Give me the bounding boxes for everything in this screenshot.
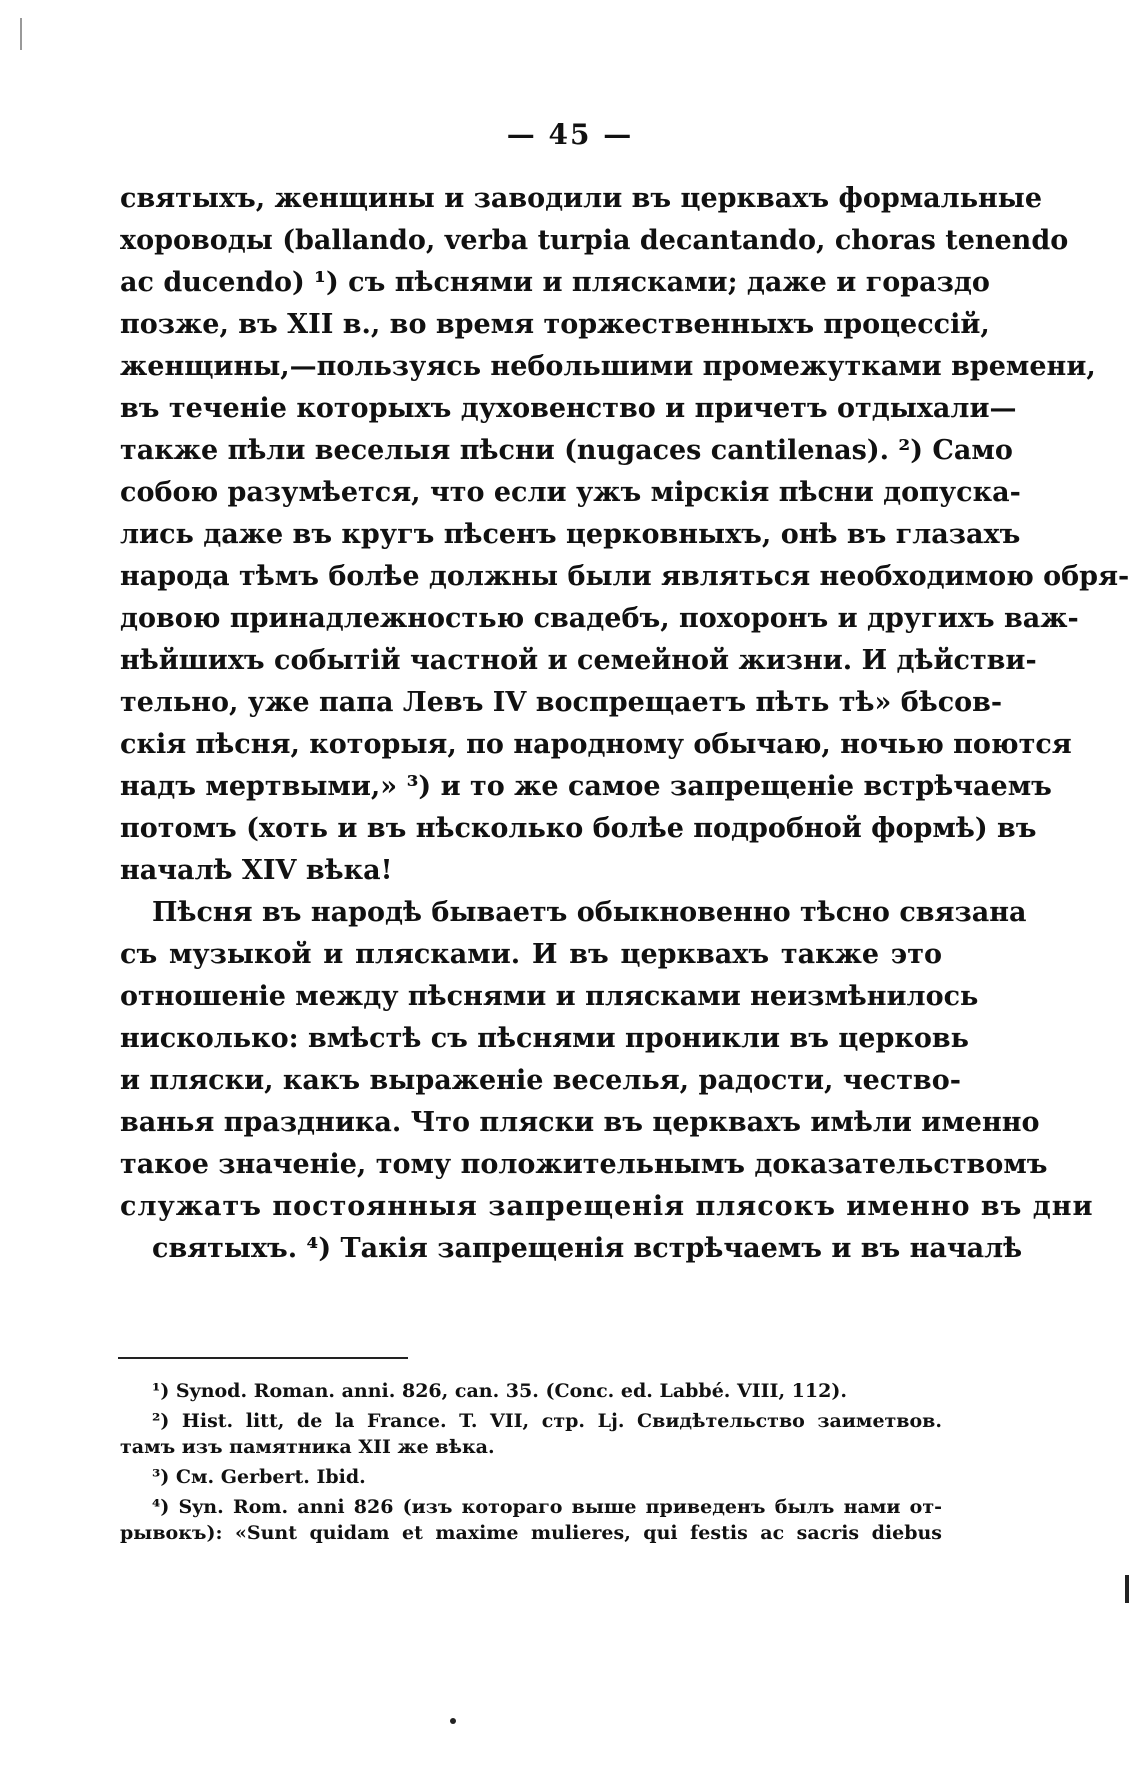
footnote-line: тамъ изъ памятника XII же вѣка. xyxy=(120,1436,495,1458)
body-line: народа тѣмъ болѣе должны были являться необходимою обря- xyxy=(120,561,1130,592)
body-line: святыхъ. ⁴) Такія запрещенія встрѣчаемъ и въ началѣ xyxy=(152,1233,1023,1264)
body-text xyxy=(120,178,1130,1270)
body-line: позже, въ XII в., во время торжественныхъ процессій, xyxy=(120,309,990,340)
body-line: женщины,—пользуясь небольшими промежутками времени, xyxy=(120,351,1096,382)
body-line: тельно, уже папа Левъ IV воспрещаетъ пѣть тѣ» бѣсов- xyxy=(120,687,1003,718)
body-line: также пѣли веселыя пѣсни (nugaces cantilenas). ²) Само xyxy=(120,435,1013,466)
body-line: святыхъ, женщины и заводили въ церквахъ формальные xyxy=(120,183,1043,214)
body-line: хороводы (ballando, verba turpia decantando, choras tenendo xyxy=(120,225,1069,256)
body-line: ванья праздника. Что пляски въ церквахъ имѣли именно xyxy=(120,1107,1040,1138)
body-line: довою принадлежностью свадебъ, похоронъ и другихъ важ- xyxy=(120,603,1079,634)
paragraph-start-line: Пѣсня въ народѣ бываетъ обыкновенно тѣсно связана xyxy=(152,897,1027,928)
body-line: въ теченіе которыхъ духовенство и причетъ отдыхали— xyxy=(120,393,1017,424)
body-line: и пляски, какъ выраженіе веселья, радости, чество- xyxy=(120,1065,961,1096)
footnote-line: ¹) Synod. Roman. anni. 826, can. 35. (Conc. ed. Labbé. VIII, 112). xyxy=(152,1380,847,1402)
ink-dot xyxy=(450,1718,456,1724)
scan-edge-mark xyxy=(20,18,22,50)
body-line: собою разумѣется, что если ужъ мірскія пѣсни допуска- xyxy=(120,477,1021,508)
body-line: нѣйшихъ событій частной и семейной жизни. И дѣйстви- xyxy=(120,645,1037,676)
footnote-line: ⁴) Syn. Rom. anni 826 (изъ котораго выше приведенъ былъ нами от- xyxy=(152,1496,942,1518)
footnote-separator xyxy=(118,1357,408,1359)
body-line: началѣ XIV вѣка! xyxy=(120,855,393,886)
body-line: съ музыкой и плясками. И въ церквахъ также это xyxy=(120,939,942,970)
body-line: потомъ (хоть и въ нѣсколько болѣе подробной формѣ) въ xyxy=(120,813,1037,844)
footnote-line: ²) Hist. litt, de la France. T. VII, стр. Lj. Свидѣтельство заиметвов. xyxy=(152,1410,942,1432)
scan-edge-mark xyxy=(1125,1575,1129,1603)
footnote-line: ³) См. Gerbert. Ibid. xyxy=(152,1466,366,1488)
body-line: лись даже въ кругъ пѣсенъ церковныхъ, онѣ въ глазахъ xyxy=(120,519,1021,550)
body-line: отношеніе между пѣснями и плясками неизмѣнилось xyxy=(120,981,979,1012)
body-line: надъ мертвыми,» ³) и то же самое запрещеніе встрѣчаемъ xyxy=(120,771,1052,802)
footnote-line: рывокъ): «Sunt quidam et maxime mulieres, qui festis ac sacris diebus xyxy=(120,1522,942,1544)
body-line: ac ducendo) ¹) съ пѣснями и плясками; даже и гораздо xyxy=(120,267,990,298)
page-number: — 45 — xyxy=(506,118,634,151)
body-line: служатъ постоянныя запрещенія плясокъ именно въ дни xyxy=(120,1191,1094,1222)
body-line: нисколько: вмѣстѣ съ пѣснями проникли въ церковь xyxy=(120,1023,969,1054)
footnotes xyxy=(120,1378,942,1546)
body-line: скія пѣсня, которыя, по народному обычаю, ночью поются xyxy=(120,729,1072,760)
body-line: такое значеніе, тому положительнымъ доказательствомъ xyxy=(120,1149,1048,1180)
